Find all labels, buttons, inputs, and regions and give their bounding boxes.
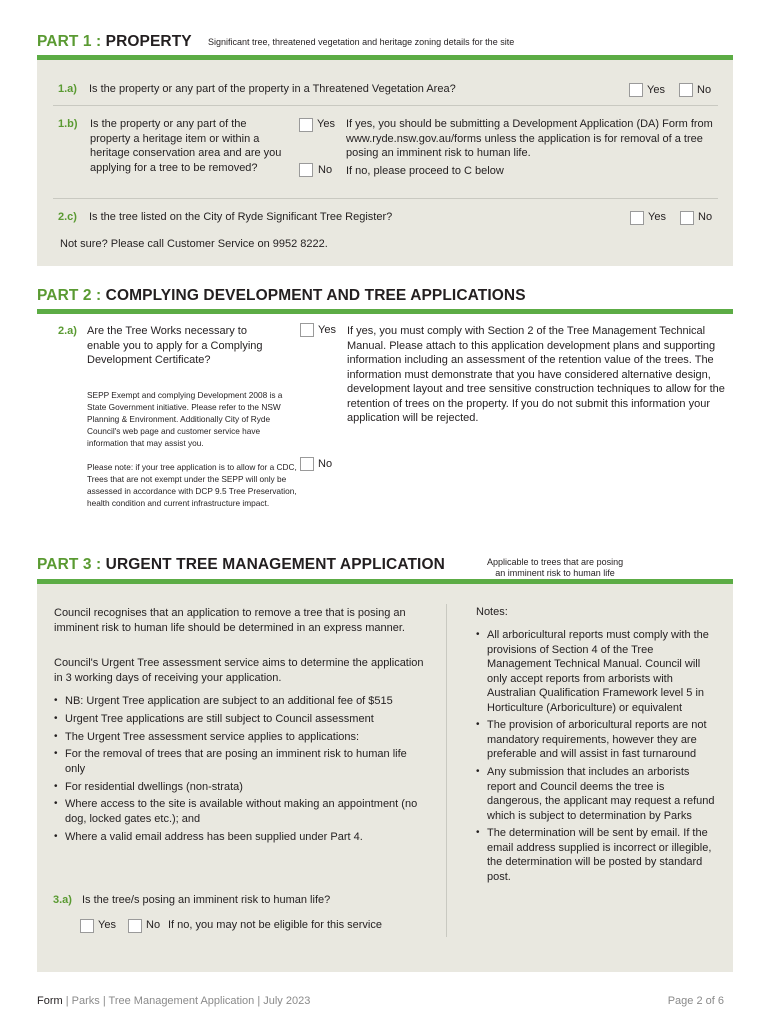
q3a-yes-checkbox[interactable] xyxy=(80,919,94,933)
part3-name: URGENT TREE MANAGEMENT APPLICATION xyxy=(105,556,445,573)
q1a-yes-checkbox[interactable] xyxy=(629,83,643,97)
q2c-number: 2.c) xyxy=(58,211,77,223)
list-item: • The Urgent Tree assessment service applies to applications: xyxy=(54,730,429,745)
part2-name: COMPLYING DEVELOPMENT AND TREE APPLICATIONS xyxy=(105,287,526,304)
q3a-question: Is the tree/s posing an imminent risk to human life? xyxy=(82,894,331,906)
q2a-yes-note: If yes, you must comply with Section 2 of the Tree Management Technical Manual. Please attach to this application development plans and supporting information including an assessment of the retention value of the trees. The information must demonstrate that you have considered alternative design, development layout and tree sensitive construction techniques to allow for the retention of trees on the property. If you do not submit this information your application will be rejected. xyxy=(347,325,725,424)
part3-heading xyxy=(37,556,445,574)
q1a-question: Is the property or any part of the property in a Threatened Vegetation Area? xyxy=(89,83,456,95)
part3-label: PART 3 : xyxy=(37,556,102,573)
footer-doc-title xyxy=(37,995,310,1007)
q2a-sepp-note: SEPP Exempt and complying Development 2008 is a State Government initiative. Please refer to the NSW Planning & Environment. Additionally City of Ryde Council's web page and customer service have information that may assist you. xyxy=(87,390,283,449)
part1-panel xyxy=(37,60,733,266)
q2c-yes-label: Yes xyxy=(648,211,666,223)
q1b-number: 1.b) xyxy=(58,118,78,130)
list-item: • For the removal of trees that are posing an imminent risk to human life only xyxy=(54,747,429,776)
q1b-yes-checkbox[interactable] xyxy=(299,118,313,132)
note-item: • All arboricultural reports must comply with the provisions of Section 4 of the Tree Management Technical Manual. Council will only accept reports from arborists with Australian Qualification Framework level 5 in Horticulture (Arboriculture) or equivalent xyxy=(476,628,716,715)
q2a-cdc-note: Please note: if your tree application is to allow for a CDC, Trees that are not exempt under the SEPP will only be assessed in accordance with DCP 9.5 Tree Preservation, health condition and current infrastructure impact. xyxy=(87,462,297,509)
part3-intro-2: Council's Urgent Tree assessment service aims to determine the application in 3 working days of receiving your application. xyxy=(54,657,424,684)
part1-subtitle: Significant tree, threatened vegetation and heritage zoning details for the site xyxy=(208,37,515,47)
notes-list xyxy=(476,628,716,888)
q1b-no-checkbox[interactable] xyxy=(299,163,313,177)
q1b-yes-note: If yes, you should be submitting a Development Application (DA) Form from www.ryde.nsw.gov.au/forms unless the application is for removal of a tree posing an imminent risk to human life. xyxy=(346,118,713,159)
q1b-no-label: No xyxy=(318,164,333,176)
q1a-no-label: No xyxy=(697,84,712,96)
part1-name: PROPERTY xyxy=(105,33,192,50)
list-item: • NB: Urgent Tree application are subject to an additional fee of $515 xyxy=(54,694,429,709)
note-item: • The provision of arboricultural reports are not mandatory requirements, however they are preferable and will assist in fast turnaround xyxy=(476,718,716,762)
q1b-question: Is the property or any part of the property a heritage item or within a heritage conservation area and are you applying for a tree to be removed? xyxy=(90,118,282,174)
part1-label: PART 1 : xyxy=(37,33,102,50)
q2c-no-checkbox[interactable] xyxy=(680,211,694,225)
footer-page-number: Page 2 of 6 xyxy=(667,995,724,1007)
q2c-question: Is the tree listed on the City of Ryde Significant Tree Register? xyxy=(89,211,393,223)
part3-subtitle xyxy=(487,557,623,578)
list-item: • Where a valid email address has been supplied under Part 4. xyxy=(54,830,429,845)
q2a-no-checkbox[interactable] xyxy=(300,457,314,471)
footer-form: Form xyxy=(37,995,63,1007)
column-divider xyxy=(446,604,447,937)
q3a-no-checkbox[interactable] xyxy=(128,919,142,933)
q2a-no-label: No xyxy=(318,458,333,470)
q2c-yes-checkbox[interactable] xyxy=(630,211,644,225)
q1a-yes-label: Yes xyxy=(647,84,665,96)
list-item: • Urgent Tree applications are still subject to Council assessment xyxy=(54,712,429,727)
q3a-number: 3.a) xyxy=(53,894,72,906)
q1b-yes-label: Yes xyxy=(317,118,335,130)
list-item: • For residential dwellings (non-strata) xyxy=(54,780,429,795)
q1a-number: 1.a) xyxy=(58,83,77,95)
q2a-question: Are the Tree Works necessary to enable you to apply for a Complying Development Certificate? xyxy=(87,325,263,366)
not-sure-note: Not sure? Please call Customer Service on 9952 8222. xyxy=(60,238,328,250)
notes-title: Notes: xyxy=(476,606,508,618)
part2-heading xyxy=(37,287,526,305)
part3-bullet-list xyxy=(54,694,429,848)
note-item: • Any submission that includes an arborists report and Council deems the tree is dangerous, the applicant may request a refund which is subject to determination by Parks xyxy=(476,765,716,823)
footer-details: | Parks | Tree Management Application | July 2023 xyxy=(65,995,311,1007)
q3a-no-note: If no, you may not be eligible for this service xyxy=(168,919,382,931)
q3a-no-label: No xyxy=(146,919,161,931)
q2a-yes-label: Yes xyxy=(318,324,336,336)
part2-rule xyxy=(37,309,733,314)
part3-subtitle-line1: Applicable to trees that are posing xyxy=(487,557,624,567)
part1-heading xyxy=(37,33,192,51)
q2a-yes-checkbox[interactable] xyxy=(300,323,314,337)
part3-intro-1: Council recognises that an application to remove a tree that is posing an imminent risk to human life should be determined in an express manner. xyxy=(54,607,406,634)
q3a-yes-label: Yes xyxy=(98,919,116,931)
q1a-no-checkbox[interactable] xyxy=(679,83,693,97)
list-item: • Where access to the site is available without making an appointment (no dog, locked gates etc.); and xyxy=(54,797,429,826)
part2-label: PART 2 : xyxy=(37,287,102,304)
q2a-number: 2.a) xyxy=(58,325,77,337)
part3-panel xyxy=(37,584,733,972)
divider xyxy=(53,198,718,199)
q2c-no-label: No xyxy=(698,211,713,223)
q1b-no-note: If no, please proceed to C below xyxy=(346,165,504,177)
part3-subtitle-line2: an imminent risk to human life xyxy=(495,567,615,578)
divider xyxy=(53,105,718,106)
note-item: • The determination will be sent by email. If the email address supplied is incorrect or illegible, the determination will be posted by standard post. xyxy=(476,826,716,884)
